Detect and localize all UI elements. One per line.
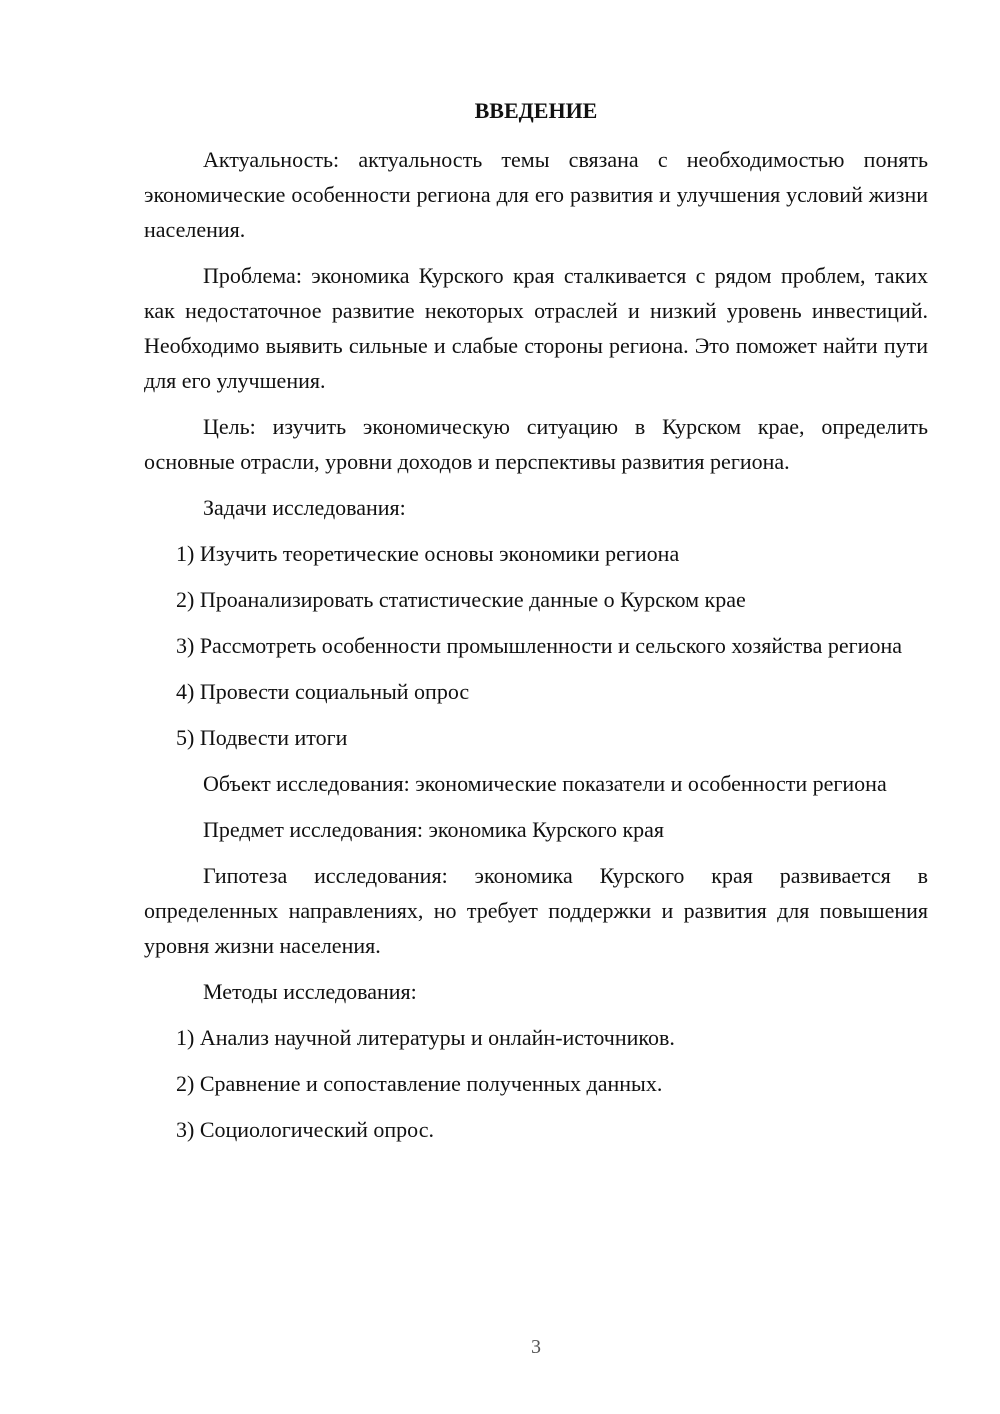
- paragraph-tasks-heading: Задачи исследования:: [203, 495, 406, 520]
- list-item-method-2: 2) Сравнение и сопоставление полученных данных.: [176, 1071, 663, 1096]
- list-item-task-2: 2) Проанализировать статистические данные о Курском крае: [176, 587, 746, 612]
- document-body: [144, 142, 928, 1158]
- paragraph-problem: Проблема: экономика Курского края сталкивается с рядом проблем, таких как недостаточное развитие некоторых отраслей и низкий уровень инвестиций. Необходимо выявить сильные и слабые стороны региона. Это поможет найти пути для его улучшения.: [144, 263, 928, 393]
- list-item-method-3: 3) Социологический опрос.: [176, 1117, 434, 1142]
- paragraph-relevance: Актуальность: актуальность темы связана с необходимостью понять экономические особенности региона для его развития и улучшения условий жизни населения.: [144, 147, 928, 242]
- paragraph-hypothesis: Гипотеза исследования: экономика Курского края развивается в определенных направлениях, но требует поддержки и развития для повышения уровня жизни населения.: [144, 863, 928, 958]
- page-title: ВВЕДЕНИЕ: [474, 98, 598, 123]
- list-item-task-4: 4) Провести социальный опрос: [176, 679, 470, 704]
- paragraph-methods-heading: Методы исследования:: [203, 979, 417, 1004]
- list-item-task-1: 1) Изучить теоретические основы экономики региона: [176, 541, 680, 566]
- list-item-task-5: 5) Подвести итоги: [176, 725, 348, 750]
- paragraph-goal: Цель: изучить экономическую ситуацию в Курском крае, определить основные отрасли, уровни доходов и перспективы развития региона.: [144, 414, 928, 474]
- paragraph-object: Объект исследования: экономические показатели и особенности региона: [203, 771, 887, 796]
- list-item-task-3: 3) Рассмотреть особенности промышленности и сельского хозяйства региона: [176, 633, 902, 658]
- page-number: 3: [531, 1336, 541, 1358]
- list-item-method-1: 1) Анализ научной литературы и онлайн-источников.: [176, 1025, 675, 1050]
- paragraph-subject: Предмет исследования: экономика Курского края: [203, 817, 665, 842]
